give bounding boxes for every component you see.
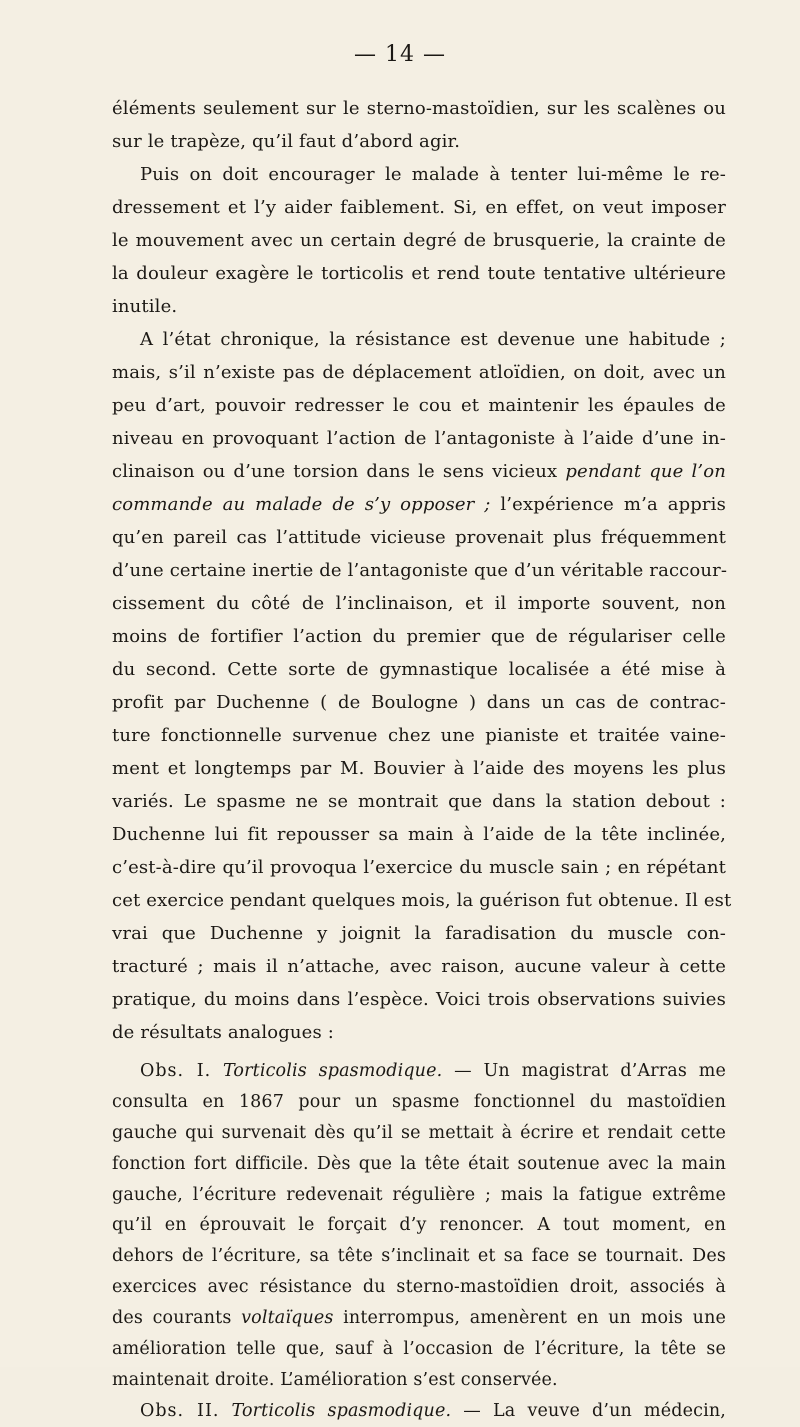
text-line-mixed [112,488,726,521]
text-line: c’est-à-dire qu’il provoqua l’exercice du muscle sain ; en répétant [112,857,726,878]
text-line: tracturé ; mais il n’attache, avec raison, aucune valeur à cette [112,956,726,977]
text-line: Duchenne lui fit repousser sa main à l’aide de la tête inclinée, [112,824,726,845]
text-line: dehors de l’écriture, sa tête s’inclinait et sa face se tournait. Des [112,1246,726,1267]
text-line: ture fonctionnelle survenue chez une pianiste et traitée vaine- [112,725,726,746]
text-line: le mouvement avec un certain degré de brusquerie, la crainte de [112,230,726,251]
text-run: interrompus, amenèrent en un mois une [333,1308,726,1329]
text-line: éléments seulement sur le sterno-mastoïdien, sur les scalènes ou [112,98,726,119]
text-line: cet exercice pendant quelques mois, la guérison fut obtenue. Il est [112,890,732,911]
obs-2-heading-line [112,1396,726,1427]
text-line: pratique, du moins dans l’espèce. Voici trois observations suivies [112,989,726,1010]
text-line: amélioration telle que, sauf à l’occasion de l’écriture, la tête se [112,1339,726,1360]
text-line: exercices avec résistance du sterno-mastoïdien droit, associés à [112,1277,726,1298]
text-line: gauche qui survenait dès qu’il se mettait à écrire et rendait cette [112,1122,726,1143]
obs-2-title: Torticolis spasmodique. [231,1400,452,1421]
text-run: des courants [112,1308,242,1329]
text-run: — Un magistrat d’Arras me [442,1061,726,1081]
text-line: la douleur exagère le torticolis et rend toute tentative ultérieure [112,263,726,284]
text-line: cissement du côté de l’inclinaison, et il importe souvent, non [112,593,726,614]
text-line: A l’état chronique, la résistance est devenue une habitude ; [140,329,726,350]
text-line: dressement et l’y aider faiblement. Si, en effet, on veut imposer [112,197,726,218]
text-line-mixed [112,1303,726,1334]
text-run: clinaison ou d’une torsion dans le sens vicieux [112,461,566,482]
text-line: Puis on doit encourager le malade à tenter lui-même le re- [140,164,726,185]
text-line: moins de fortifier l’action du premier que de régulariser celle [112,626,726,647]
obs-2-label: Obs. II. [140,1400,220,1421]
text-line-mixed [112,455,726,488]
text-line: vrai que Duchenne y joignit la faradisation du muscle con- [112,923,726,944]
text-run: — La veuve d’un médecin, [451,1400,726,1421]
text-line: sur le trapèze, qu’il faut d’abord agir. [112,131,461,152]
italic-run: voltaïques [241,1308,334,1329]
text-body [112,92,732,1427]
text-line: d’une certaine inertie de l’antagoniste que d’un véritable raccour- [112,560,728,581]
text-line: inutile. [112,296,178,317]
text-line: niveau en provoquant l’action de l’antagoniste à l’aide d’une in- [112,428,726,449]
text-line: qu’il en éprouvait le forçait d’y renoncer. A tout moment, en [112,1215,726,1236]
text-run: l’expérience m’a appris [490,494,726,515]
text-line: profit par Duchenne ( de Boulogne ) dans un cas de contrac- [112,692,726,713]
obs-1-heading-line [112,1056,726,1087]
observations-section [112,1056,726,1427]
text-line: maintenait droite. L’amélioration s’est conservée. [112,1369,558,1390]
text-line: ment et longtemps par M. Bouvier à l’aide des moyens les plus [112,758,726,779]
italic-run: commande au malade de s’y opposer ; [112,494,491,515]
text-line: mais, s’il n’existe pas de déplacement atloïdien, on doit, avec un [112,362,726,383]
text-line: de résultats analogues : [112,1022,334,1043]
italic-run: pendant que l’on [565,461,726,482]
text-line: gauche, l’écriture redevenait régulière ; mais la fatigue extrême [112,1184,726,1205]
text-line: variés. Le spasme ne se montrait que dans la station debout : [112,791,726,812]
text-line: fonction fort difficile. Dès que la tête était soutenue avec la main [112,1153,726,1174]
text-line: qu’en pareil cas l’attitude vicieuse provenait plus fréquemment [112,527,726,548]
text-line: du second. Cette sorte de gymnastique localisée a été mise à [112,659,726,680]
text-line: consulta en 1867 pour un spasme fonctionnel du mastoïdien [112,1091,726,1112]
obs-1-label: Obs. I. [140,1061,212,1081]
text-line: peu d’art, pouvoir redresser le cou et maintenir les épaules de [112,395,726,416]
obs-1-title: Torticolis spasmodique. [222,1061,443,1081]
page-number: — 14 — [354,42,446,67]
